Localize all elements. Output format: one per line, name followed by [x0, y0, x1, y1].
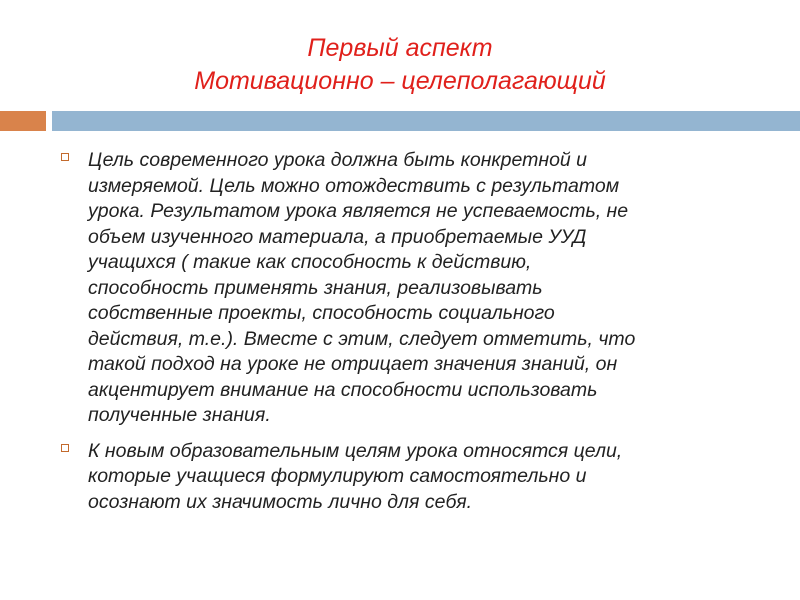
slide-title-line-1: Первый аспект: [307, 34, 493, 62]
hollow-square-bullet-icon: [61, 153, 69, 161]
slide-title: [0, 32, 800, 98]
bullet-text-2: К новым образовательным целям урока относятся цели, которые учащиеся формулируют самостоятельно и осознают их значимость лично для себя.: [88, 439, 623, 513]
decorative-blue-band: [52, 111, 800, 131]
slide-title-line-2: Мотивационно – целеполагающий: [194, 67, 606, 95]
decorative-orange-band: [0, 111, 46, 131]
bullet-text-1: Цель современного урока должна быть конкретной и измеряемой. Цель можно отождествить с результатом урока. Результатом урока является не успеваемость, не объем изученного материала, а приобретаемые УУД учащихся ( такие как способность к действию, способность применять знания, реализовывать собственные проекты, способность социального действия, т.е.). Вместе с этим, следует отметить, что такой подход на уроке не отрицает значения знаний, он акцентирует внимание на способности использовать полученные знания.: [88, 149, 636, 426]
hollow-square-bullet-icon: [61, 444, 69, 452]
bullet-item-1: [58, 148, 758, 429]
bullet-list: [58, 148, 758, 525]
bullet-item-2: [58, 439, 758, 516]
